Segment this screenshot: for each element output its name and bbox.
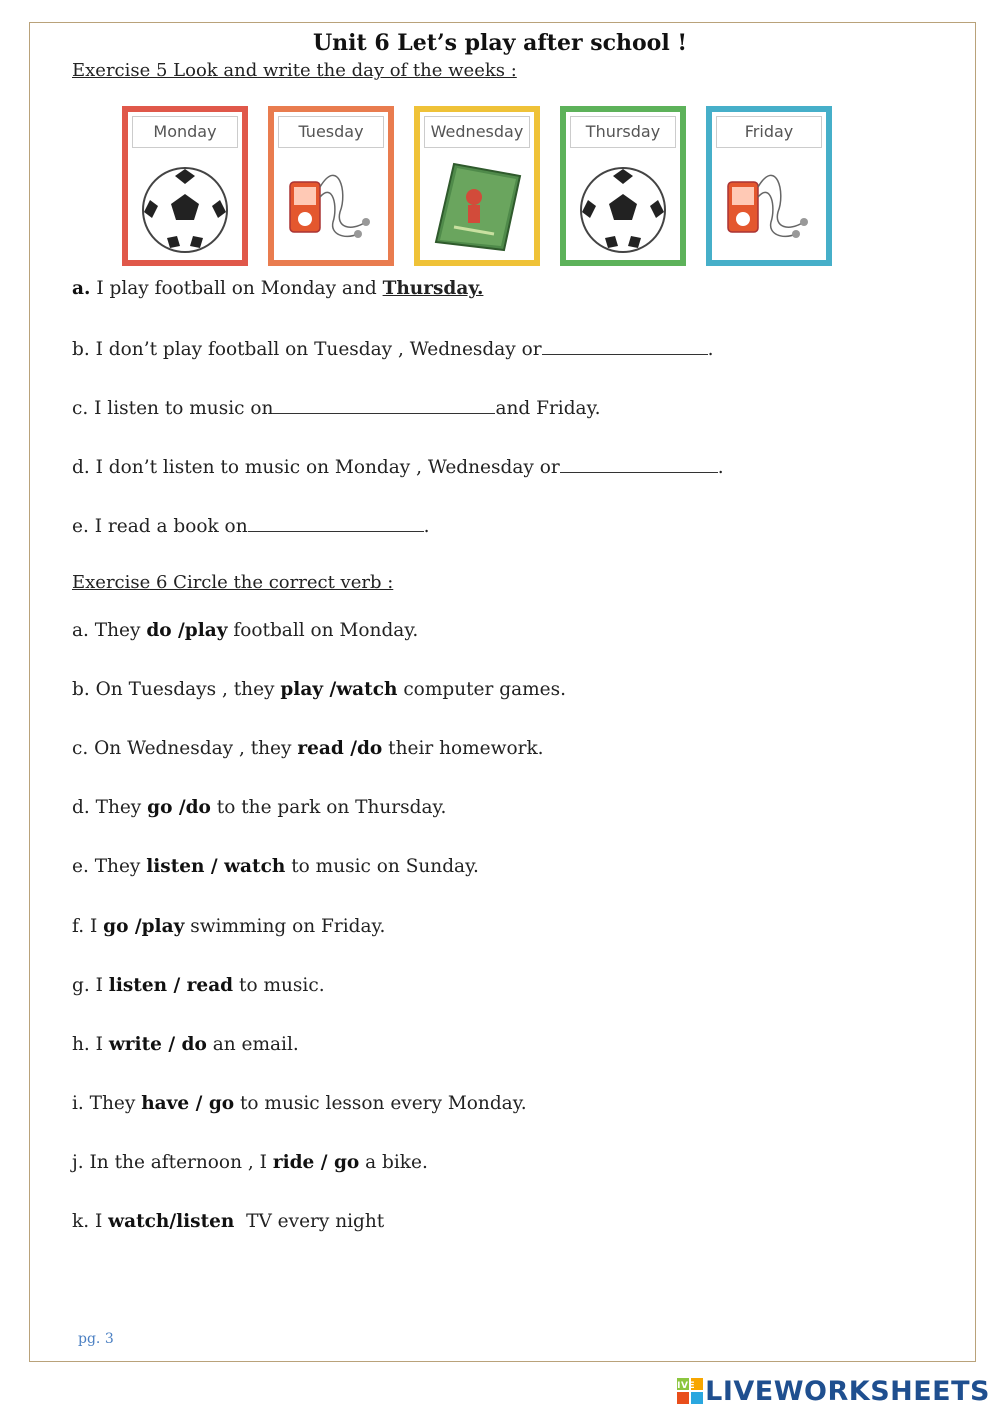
ex6-item-text: swimming on Friday.	[184, 916, 386, 937]
ex5-item-a-text: I play football on Monday and	[96, 278, 383, 299]
ex6-item	[72, 975, 325, 996]
ex6-item-text: TV every night	[234, 1211, 385, 1232]
ex5-item-c-end: and Friday.	[495, 398, 601, 419]
ex6-item-text: to music on Sunday.	[285, 856, 479, 877]
music-player-icon	[278, 152, 384, 260]
ex6-item	[72, 1034, 299, 1055]
ex6-item	[72, 679, 566, 700]
ex5-item-b-blank[interactable]	[542, 336, 708, 355]
ex5-item-e	[72, 513, 430, 537]
card-wednesday	[414, 106, 540, 266]
ex5-item-a-marker: a.	[72, 278, 91, 299]
music-player-icon	[716, 152, 822, 260]
page-title: Unit 6 Let’s play after school !	[312, 30, 688, 56]
ex6-choice[interactable]: go /do	[147, 797, 211, 818]
ex6-choice[interactable]: have / go	[141, 1093, 235, 1114]
ex6-item-text: h. I	[72, 1034, 109, 1055]
page-number: pg. 3	[78, 1331, 114, 1347]
ex6-item-text: an email.	[206, 1034, 299, 1055]
logo-letter: LIVE	[671, 1381, 696, 1391]
ex5-item-c-blank[interactable]	[273, 395, 495, 414]
ex5-item-d-blank[interactable]	[560, 454, 718, 473]
ex5-item-c-text: c. I listen to music on	[72, 398, 274, 419]
ex5-item-a-answer: Thursday.	[382, 278, 484, 299]
card-label-thursday: Thursday	[570, 116, 676, 148]
day-cards	[122, 106, 837, 270]
ex5-item-d	[72, 454, 724, 478]
ex6-item-text: computer games.	[397, 679, 566, 700]
ex6-item	[72, 620, 418, 641]
liveworksheets-brand[interactable]	[671, 1376, 990, 1407]
ex6-choice[interactable]: listen / watch	[146, 856, 286, 877]
ex5-item-b-text: b. I don’t play football on Tuesday , Wednesday or	[72, 339, 542, 360]
ex6-choice[interactable]: play /watch	[280, 679, 398, 700]
football-icon	[570, 152, 676, 260]
ex5-item-d-text: d. I don’t listen to music on Monday , Wednesday or	[72, 457, 560, 478]
ex6-item	[72, 738, 544, 759]
ex6-item-text: k. I	[72, 1211, 109, 1232]
ex6-item-text: i. They	[72, 1093, 142, 1114]
ex6-item	[72, 1211, 384, 1232]
ex5-item-e-end: .	[423, 516, 430, 537]
ex6-item-text: to the park on Thursday.	[210, 797, 447, 818]
ex6-item-text: football on Monday.	[227, 620, 419, 641]
card-label-tuesday: Tuesday	[278, 116, 384, 148]
ex6-item-text: b. On Tuesdays , they	[72, 679, 281, 700]
card-label-friday: Friday	[716, 116, 822, 148]
brand-name: LIVEWORKSHEETS	[705, 1376, 990, 1407]
ex6-item-text: their homework.	[382, 738, 544, 759]
ex5-item-e-text: e. I read a book on	[72, 516, 248, 537]
ex6-item-text: to music.	[233, 975, 325, 996]
ex5-item-e-blank[interactable]	[248, 513, 424, 532]
card-label-wednesday: Wednesday	[424, 116, 530, 148]
ex6-item-text: f. I	[72, 916, 104, 937]
ex6-item-text: a bike.	[359, 1152, 428, 1173]
card-thursday	[560, 106, 686, 266]
exercise5-heading: Exercise 5 Look and write the day of the weeks :	[72, 60, 517, 81]
ex6-item-text: a. They	[72, 620, 147, 641]
book-icon	[424, 152, 530, 260]
ex6-item-text: e. They	[72, 856, 147, 877]
card-monday	[122, 106, 248, 266]
exercise6-heading: Exercise 6 Circle the correct verb :	[72, 572, 394, 593]
ex6-item-text: g. I	[72, 975, 109, 996]
ex6-choice[interactable]: go /play	[103, 916, 185, 937]
ex6-item-text: d. They	[72, 797, 148, 818]
card-friday	[706, 106, 832, 266]
ex6-item-text: j. In the afternoon , I	[72, 1152, 273, 1173]
ex6-item-text: to music lesson every Monday.	[234, 1093, 527, 1114]
ex6-item	[72, 856, 479, 877]
liveworksheets-logo-icon	[671, 1378, 703, 1404]
ex5-item-a	[72, 278, 483, 299]
ex5-item-d-end: .	[717, 457, 724, 478]
ex5-item-c	[72, 395, 600, 419]
ex6-choice[interactable]: ride / go	[272, 1152, 360, 1173]
ex5-item-b	[72, 336, 713, 360]
ex6-item	[72, 916, 385, 937]
ex6-item-text: c. On Wednesday , they	[72, 738, 298, 759]
ex6-choice[interactable]: listen / read	[108, 975, 234, 996]
card-label-monday: Monday	[132, 116, 238, 148]
ex6-item	[72, 1152, 428, 1173]
ex6-choice[interactable]: watch/listen	[108, 1211, 235, 1232]
ex6-choice[interactable]: read /do	[297, 738, 383, 759]
ex6-item	[72, 797, 446, 818]
ex5-item-b-end: .	[707, 339, 714, 360]
ex6-choice[interactable]: do /play	[146, 620, 228, 641]
card-tuesday	[268, 106, 394, 266]
football-icon	[132, 152, 238, 260]
ex6-item	[72, 1093, 527, 1114]
ex6-choice[interactable]: write / do	[108, 1034, 207, 1055]
